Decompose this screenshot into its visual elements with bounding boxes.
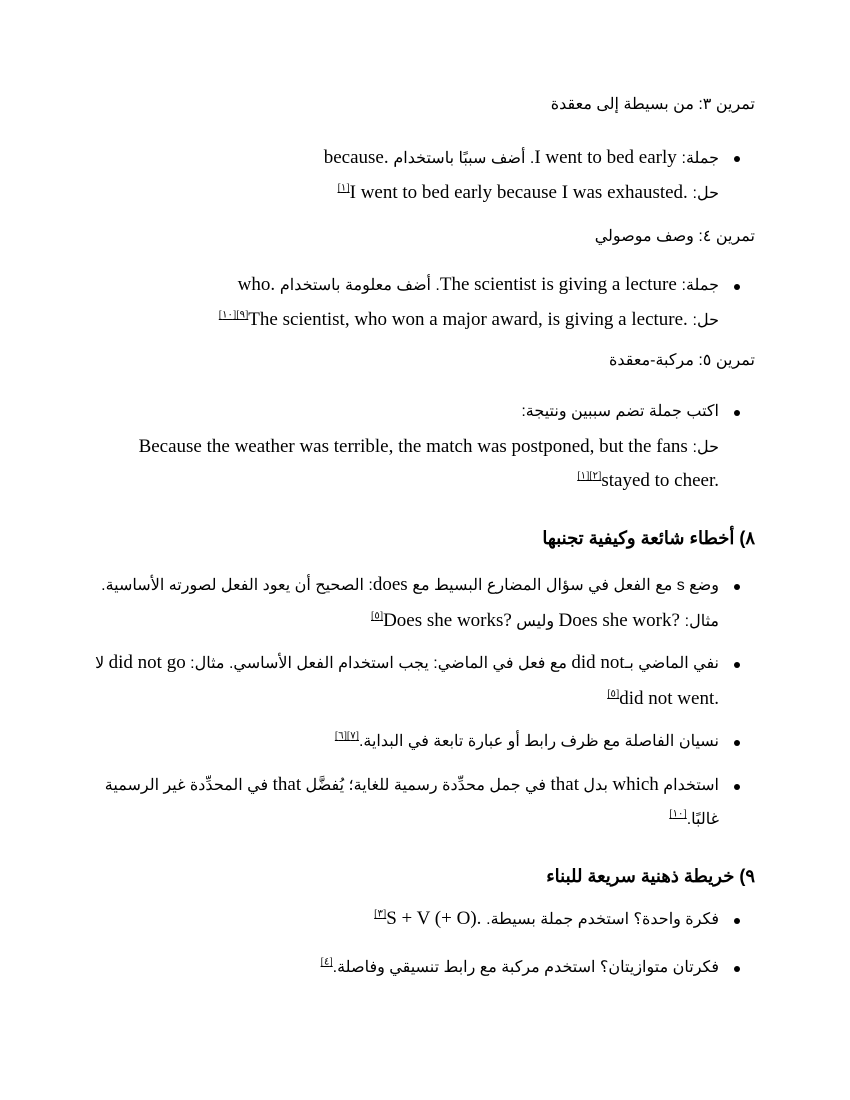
mistake-text: بدل <box>578 777 613 794</box>
connector-text: وليس <box>511 613 559 630</box>
answer-label: حل: <box>692 439 719 456</box>
question-keyword: because. <box>323 147 389 168</box>
mistake-1-line-2 <box>371 610 719 632</box>
exercise-5-answer-line-1 <box>139 436 719 458</box>
mistake-text: لا <box>95 655 109 672</box>
mistake-text: : الصحيح أن يعود الفعل لصورته الأساسية. <box>101 577 373 594</box>
citation-link[interactable]: [٧][٦] <box>334 730 359 742</box>
mindmap-item-2 <box>321 956 719 978</box>
bullet-dot <box>734 740 740 746</box>
mistake-keyword: that <box>272 774 302 795</box>
bullet-dot <box>734 156 740 162</box>
wrong-example: did not went. <box>619 688 719 709</box>
answer-label: حل: <box>692 185 719 202</box>
mistake-2-line-1 <box>95 652 719 674</box>
bullet-dot <box>734 662 740 668</box>
question-keyword: who. <box>237 274 276 295</box>
answer-english-continued: stayed to cheer. <box>601 470 719 491</box>
question-label: جملة: <box>681 150 719 167</box>
bullet-dot <box>734 784 740 790</box>
mistake-text: وضع s مع الفعل في سؤال المضارع البسيط مع <box>412 577 719 594</box>
exercise-3-heading: تمرين ٣: من بسيطة إلى معقدة <box>550 96 755 113</box>
mistake-text: مع فعل في الماضي: يجب استخدام الفعل الأساسي. مثال: <box>185 655 572 672</box>
citation-link[interactable]: [٤] <box>320 956 333 968</box>
citation-link[interactable]: [١] <box>337 182 350 194</box>
mindmap-text: فكرة واحدة؟ استخدم جملة بسيطة. <box>486 911 719 928</box>
exercise-4-answer <box>219 309 719 331</box>
example-label: مثال: <box>684 613 719 630</box>
mistake-text: في جمل محدِّدة رسمية للغاية؛ يُفضَّل <box>301 777 551 794</box>
exercise-4-question <box>238 274 719 296</box>
section-9-title: ٩) خريطة ذهنية سريعة للبناء <box>546 866 755 886</box>
mistake-text: في المحدِّدة غير الرسمية <box>104 777 273 794</box>
formula-english: S + V (+ O). <box>386 908 482 929</box>
mindmap-text: فكرتان متوازيتان؟ استخدم مركبة مع رابط تنسيقي وفاصلة. <box>332 959 719 976</box>
exercise-3-question <box>324 147 719 169</box>
citation-link[interactable]: [٣] <box>374 908 387 920</box>
question-english: I went to bed early <box>534 147 677 168</box>
citation-link[interactable]: [٥] <box>607 688 620 700</box>
section-8-title: ٨) أخطاء شائعة وكيفية تجنبها <box>542 528 755 548</box>
example-english: did not go <box>108 652 186 673</box>
question-instruction: . أضف معلومة باستخدام <box>279 277 440 294</box>
citation-link[interactable]: [١٠] <box>669 808 687 820</box>
question-label: جملة: <box>681 277 719 294</box>
answer-english: I went to bed early because I was exhausted. <box>349 182 688 203</box>
mistake-keyword: which <box>612 774 659 795</box>
mistake-4-line-2 <box>669 808 719 830</box>
bullet-dot <box>734 584 740 590</box>
exercise-4-heading: تمرين ٤: وصف موصولي <box>594 228 755 245</box>
bullet-dot <box>734 918 740 924</box>
bullet-dot <box>734 410 740 416</box>
bullet-dot <box>734 284 740 290</box>
correct-example: Does she work? <box>558 610 680 631</box>
question-english: The scientist is giving a lecture <box>439 274 677 295</box>
mistake-2-line-2 <box>607 688 719 710</box>
wrong-example: Does she works? <box>383 610 512 631</box>
exercise-5-question: اكتب جملة تضم سببين ونتيجة: <box>521 403 719 420</box>
citation-link[interactable]: [٩][١٠] <box>218 309 249 321</box>
mistake-keyword: does <box>372 574 408 595</box>
question-instruction: . أضف سببًا باستخدام <box>393 150 535 167</box>
mistake-text: نفي الماضي بـ <box>624 655 719 672</box>
mistake-1-line-1 <box>101 574 719 596</box>
answer-english: The scientist, who won a major award, is giving a lecture. <box>248 309 688 330</box>
mindmap-item-1 <box>374 908 719 930</box>
exercise-5-answer-line-2 <box>577 470 719 492</box>
mistake-3 <box>335 730 719 752</box>
answer-label: حل: <box>692 312 719 329</box>
answer-english: Because the weather was terrible, the match was postponed, but the fans <box>138 436 688 457</box>
mistake-4-line-1 <box>105 774 719 796</box>
exercise-5-heading: تمرين ٥: مركبة-معقدة <box>608 352 755 369</box>
mistake-text: نسيان الفاصلة مع ظرف رابط أو عبارة تابعة في البداية. <box>358 733 719 750</box>
mistake-text: غالبًا. <box>686 811 719 828</box>
mistake-keyword: did not <box>571 652 625 673</box>
mistake-keyword: that <box>550 774 579 795</box>
mistake-text: استخدام <box>658 777 719 794</box>
exercise-3-answer <box>338 182 719 204</box>
bullet-dot <box>734 966 740 972</box>
citation-link[interactable]: [٢][١] <box>577 470 602 482</box>
citation-link[interactable]: [٥] <box>371 610 384 622</box>
